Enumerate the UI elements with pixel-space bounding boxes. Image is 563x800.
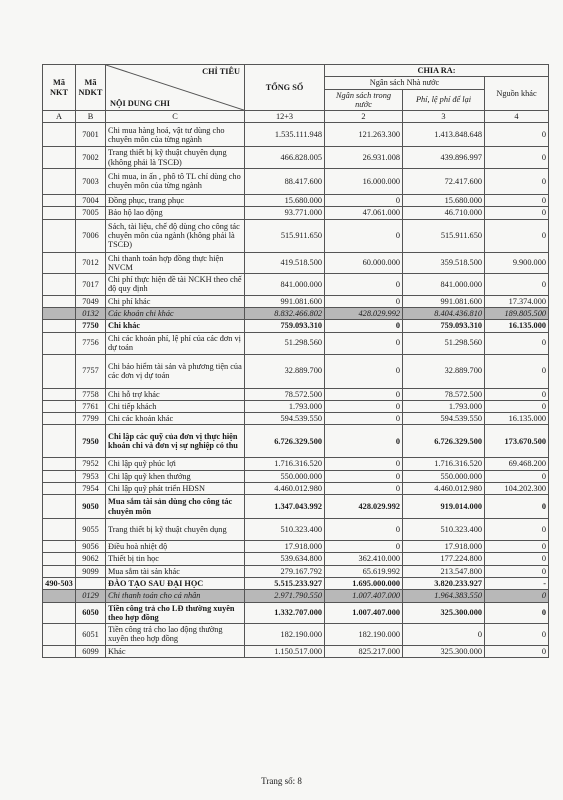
noi-dung-cell: Các khoản chi khác <box>106 307 245 319</box>
tong-so-cell: 6.726.329.500 <box>245 425 325 458</box>
phi-le-phi-cell: 325.300.000 <box>403 602 485 624</box>
phi-le-phi-cell: 3.820.233.927 <box>403 578 485 590</box>
table-row <box>43 219 549 252</box>
tong-so-cell: 1.347.043.992 <box>245 495 325 519</box>
nguon-khac-cell: 0 <box>485 645 549 657</box>
ngan-sach-cell: 0 <box>325 295 403 307</box>
phi-le-phi-cell: 4.460.012.980 <box>403 482 485 494</box>
table-body <box>43 123 549 658</box>
noi-dung-cell: Sách, tài liệu, chế độ dùng cho công tác chuyên môn của ngành (không phải là TSCĐ) <box>106 219 245 252</box>
phi-le-phi-cell: 594.539.550 <box>403 413 485 425</box>
nguon-khac-header: Nguồn khác <box>485 77 549 111</box>
table-row <box>43 541 549 553</box>
tong-so-cell: 88.417.600 <box>245 168 325 194</box>
phi-le-phi-cell: 1.716.316.520 <box>403 458 485 470</box>
ma-ndkt-cell: 7953 <box>76 470 106 482</box>
ma-nkt-cell <box>43 541 76 553</box>
nguon-khac-cell: 0 <box>485 553 549 565</box>
nguon-khac-cell: 0 <box>485 470 549 482</box>
nguon-khac-cell: 0 <box>485 565 549 577</box>
noi-dung-cell: Chi lập quỹ phúc lợi <box>106 458 245 470</box>
tong-so-cell: 515.911.650 <box>245 219 325 252</box>
tong-so-cell: 93.771.000 <box>245 207 325 219</box>
table-row <box>43 553 549 565</box>
page-number: Trang số: 8 <box>261 776 302 786</box>
phi-le-phi-cell: 17.918.000 <box>403 541 485 553</box>
ngan-sach-cell: 825.217.000 <box>325 645 403 657</box>
ma-nkt-cell <box>43 482 76 494</box>
noi-dung-cell: Chi các khoản khác <box>106 413 245 425</box>
ngan-sach-cell: 0 <box>325 519 403 541</box>
noi-dung-cell: Mua sắm tài sản dùng cho công tác chuyên môn <box>106 495 245 519</box>
phi-le-phi-cell: 51.298.560 <box>403 332 485 354</box>
phi-le-phi-cell: 72.417.600 <box>403 168 485 194</box>
phi-le-phi-cell: 46.710.000 <box>403 207 485 219</box>
phi-le-phi-cell: 78.572.500 <box>403 388 485 400</box>
table-row <box>43 123 549 147</box>
ma-ndkt-cell: 7954 <box>76 482 106 494</box>
ngan-sach-cell: 0 <box>325 274 403 296</box>
nguon-khac-cell: 69.468.200 <box>485 458 549 470</box>
ma-ndkt-cell: 6099 <box>76 645 106 657</box>
nguon-khac-cell: 0 <box>485 519 549 541</box>
tong-so-cell: 510.323.400 <box>245 519 325 541</box>
ngan-sach-cell: 182.190.000 <box>325 624 403 646</box>
tong-so-cell: 17.918.000 <box>245 541 325 553</box>
table-row <box>43 207 549 219</box>
phi-le-phi-cell: 759.093.310 <box>403 320 485 332</box>
ma-ndkt-cell: 7006 <box>76 219 106 252</box>
ngan-sach-cell: 362.410.000 <box>325 553 403 565</box>
ma-ndkt-cell: 9099 <box>76 565 106 577</box>
phi-le-phi-cell: 1.413.848.648 <box>403 123 485 147</box>
ngan-sach-cell: 0 <box>325 320 403 332</box>
ma-nkt-cell <box>43 590 76 602</box>
ma-ndkt-cell: 7952 <box>76 458 106 470</box>
ma-nkt-cell <box>43 645 76 657</box>
nguon-khac-cell: 16.135.000 <box>485 320 549 332</box>
tong-so-cell: 15.680.000 <box>245 194 325 206</box>
tong-so-cell: 32.889.700 <box>245 354 325 388</box>
phi-le-phi-cell: 841.000.000 <box>403 274 485 296</box>
table-row <box>43 295 549 307</box>
ngan-sach-cell: 0 <box>325 482 403 494</box>
ma-ndkt-cell: 7758 <box>76 388 106 400</box>
noi-dung-cell: Tiền công trả cho lao động thường xuyên theo hợp đồng <box>106 624 245 646</box>
tong-so-cell: 991.081.600 <box>245 295 325 307</box>
phi-le-phi-cell: 439.896.997 <box>403 147 485 169</box>
ma-ndkt-cell: 7756 <box>76 332 106 354</box>
noi-dung-cell: Tiền công trả cho LĐ thường xuyên theo hợp đồng <box>106 602 245 624</box>
table-row <box>43 388 549 400</box>
nguon-khac-cell: 0 <box>485 147 549 169</box>
phi-le-phi-cell: 550.000.000 <box>403 470 485 482</box>
code-cell: B <box>76 111 106 123</box>
tong-so-cell: 550.000.000 <box>245 470 325 482</box>
ma-ndkt-cell: 7799 <box>76 413 106 425</box>
ma-ndkt-cell: 7017 <box>76 274 106 296</box>
ngan-sach-cell: 0 <box>325 400 403 412</box>
ma-ndkt-cell: 7012 <box>76 252 106 274</box>
ma-ndkt-cell <box>76 578 106 590</box>
ma-nkt-header: Mã NKT <box>43 65 76 111</box>
tong-so-cell: 4.460.012.980 <box>245 482 325 494</box>
ngan-sach-cell: 65.619.992 <box>325 565 403 577</box>
phi-le-phi-cell: 32.889.700 <box>403 354 485 388</box>
tong-so-cell: 279.167.792 <box>245 565 325 577</box>
table-row <box>43 274 549 296</box>
nguon-khac-cell: - <box>485 578 549 590</box>
tong-so-header: TỔNG SỐ <box>245 65 325 111</box>
nguon-khac-cell: 0 <box>485 123 549 147</box>
nguon-khac-cell: 0 <box>485 274 549 296</box>
code-cell: A <box>43 111 76 123</box>
noi-dung-cell: ĐÀO TẠO SAU ĐẠI HỌC <box>106 578 245 590</box>
nguon-khac-cell: 0 <box>485 590 549 602</box>
nguon-khac-cell: 0 <box>485 219 549 252</box>
noi-dung-cell: Chi lập quỹ khen thưởng <box>106 470 245 482</box>
ngan-sach-cell: 0 <box>325 219 403 252</box>
phi-le-phi-cell: 213.547.800 <box>403 565 485 577</box>
noi-dung-cell: Đồng phục, trang phục <box>106 194 245 206</box>
table-row <box>43 458 549 470</box>
tong-so-cell: 182.190.000 <box>245 624 325 646</box>
nguon-khac-cell: 0 <box>485 332 549 354</box>
ma-ndkt-cell: 7004 <box>76 194 106 206</box>
nguon-khac-cell: 0 <box>485 354 549 388</box>
ma-nkt-cell <box>43 425 76 458</box>
nguon-khac-cell: 17.374.000 <box>485 295 549 307</box>
ngan-sach-trong-nuoc-header: Ngân sách trong nước <box>325 89 403 111</box>
ma-ndkt-cell: 7049 <box>76 295 106 307</box>
ma-nkt-cell <box>43 458 76 470</box>
ma-ndkt-cell: 9050 <box>76 495 106 519</box>
table-row <box>43 332 549 354</box>
tong-so-cell: 1.332.707.000 <box>245 602 325 624</box>
table-row <box>43 354 549 388</box>
ngan-sach-cell: 0 <box>325 470 403 482</box>
table-row <box>43 519 549 541</box>
ma-nkt-cell <box>43 388 76 400</box>
table-row <box>43 578 549 590</box>
phi-le-phi-cell: 8.404.436.810 <box>403 307 485 319</box>
noi-dung-cell: Chi lập các quỹ của đơn vị thực hiện khoán chi và đơn vị sự nghiệp có thu <box>106 425 245 458</box>
ma-ndkt-header: Mã NDKT <box>76 65 106 111</box>
table-row <box>43 590 549 602</box>
ma-nkt-cell <box>43 400 76 412</box>
ma-ndkt-cell: 7950 <box>76 425 106 458</box>
phi-le-phi-cell: 991.081.600 <box>403 295 485 307</box>
nguon-khac-cell: 0 <box>485 168 549 194</box>
tong-so-cell: 1.793.000 <box>245 400 325 412</box>
table-row <box>43 470 549 482</box>
table-row <box>43 194 549 206</box>
phi-le-phi-cell: 510.323.400 <box>403 519 485 541</box>
ngan-sach-cell: 1.007.407.000 <box>325 590 403 602</box>
noi-dung-cell: Chi hỗ trợ khác <box>106 388 245 400</box>
ma-ndkt-cell: 7002 <box>76 147 106 169</box>
ngan-sach-cell: 26.931.008 <box>325 147 403 169</box>
table-row <box>43 645 549 657</box>
ma-nkt-cell <box>43 219 76 252</box>
ma-nkt-cell <box>43 320 76 332</box>
table-row <box>43 624 549 646</box>
tong-so-cell: 466.828.005 <box>245 147 325 169</box>
ma-nkt-cell <box>43 354 76 388</box>
ma-nkt-cell <box>43 332 76 354</box>
ngan-sach-cell: 0 <box>325 354 403 388</box>
chi-tieu-label: CHỈ TIÊU <box>202 67 240 76</box>
nguon-khac-cell: 0 <box>485 602 549 624</box>
noi-dung-cell: Chi mua hàng hoá, vật tư dùng cho chuyên môn của từng ngành <box>106 123 245 147</box>
ngan-sach-cell: 0 <box>325 425 403 458</box>
noi-dung-cell: Chi thanh toán hợp đồng thực hiện NVCM <box>106 252 245 274</box>
table-row <box>43 495 549 519</box>
noi-dung-cell: Chi mua, in ấn , phô tô TL chỉ dùng cho chuyên môn của từng ngành <box>106 168 245 194</box>
tong-so-cell: 8.832.466.802 <box>245 307 325 319</box>
ma-nkt-cell <box>43 470 76 482</box>
ngan-sach-cell: 0 <box>325 332 403 354</box>
phi-le-phi-cell: 1.793.000 <box>403 400 485 412</box>
ma-nkt-cell <box>43 168 76 194</box>
ngan-sach-nha-nuoc-header: Ngân sách Nhà nước <box>325 77 485 89</box>
ma-ndkt-cell: 0132 <box>76 307 106 319</box>
ma-nkt-cell <box>43 519 76 541</box>
ma-nkt-cell <box>43 274 76 296</box>
noi-dung-cell: Trang thiết bị kỹ thuật chuyên dụng <box>106 519 245 541</box>
phi-le-phi-header: Phí, lệ phí để lại <box>403 89 485 111</box>
table-row <box>43 400 549 412</box>
table-row <box>43 252 549 274</box>
tong-so-cell: 2.971.790.550 <box>245 590 325 602</box>
phi-le-phi-cell: 0 <box>403 624 485 646</box>
ma-nkt-cell <box>43 602 76 624</box>
phi-le-phi-cell: 15.680.000 <box>403 194 485 206</box>
noi-dung-cell: Chi bảo hiểm tài sản và phương tiện của các đơn vị dự toán <box>106 354 245 388</box>
ngan-sach-cell: 0 <box>325 413 403 425</box>
table-row <box>43 565 549 577</box>
ma-ndkt-cell: 9062 <box>76 553 106 565</box>
phi-le-phi-cell: 177.224.800 <box>403 553 485 565</box>
noi-dung-cell: Chi khác <box>106 320 245 332</box>
ngan-sach-cell: 60.000.000 <box>325 252 403 274</box>
nguon-khac-cell: 0 <box>485 388 549 400</box>
ma-nkt-cell <box>43 495 76 519</box>
table-row <box>43 602 549 624</box>
ngan-sach-cell: 0 <box>325 541 403 553</box>
phi-le-phi-cell: 919.014.000 <box>403 495 485 519</box>
ngan-sach-cell: 16.000.000 <box>325 168 403 194</box>
ngan-sach-cell: 0 <box>325 458 403 470</box>
budget-table <box>42 64 549 658</box>
nguon-khac-cell: 16.135.000 <box>485 413 549 425</box>
table-row <box>43 482 549 494</box>
noi-dung-cell: Thiết bị tin học <box>106 553 245 565</box>
ngan-sach-cell: 0 <box>325 388 403 400</box>
ma-ndkt-cell: 9056 <box>76 541 106 553</box>
ma-nkt-cell <box>43 207 76 219</box>
table-row <box>43 425 549 458</box>
tong-so-cell: 1.150.517.000 <box>245 645 325 657</box>
ma-ndkt-cell: 0129 <box>76 590 106 602</box>
ma-nkt-cell <box>43 413 76 425</box>
nguon-khac-cell: 0 <box>485 624 549 646</box>
ngan-sach-cell: 121.263.300 <box>325 123 403 147</box>
ma-ndkt-cell: 9055 <box>76 519 106 541</box>
ma-nkt-cell <box>43 194 76 206</box>
nguon-khac-cell: 0 <box>485 541 549 553</box>
tong-so-cell: 1.535.111.948 <box>245 123 325 147</box>
ngan-sach-cell: 1.695.000.000 <box>325 578 403 590</box>
ma-ndkt-cell: 7761 <box>76 400 106 412</box>
ngan-sach-cell: 47.061.000 <box>325 207 403 219</box>
ma-ndkt-cell: 6050 <box>76 602 106 624</box>
tong-so-cell: 419.518.500 <box>245 252 325 274</box>
table-row <box>43 320 549 332</box>
tong-so-cell: 1.716.316.520 <box>245 458 325 470</box>
noi-dung-cell: Điều hoà nhiệt độ <box>106 541 245 553</box>
code-cell: 3 <box>403 111 485 123</box>
ngan-sach-cell: 428.029.992 <box>325 307 403 319</box>
tong-so-cell: 594.539.550 <box>245 413 325 425</box>
code-cell: 2 <box>325 111 403 123</box>
nguon-khac-cell: 104.202.300 <box>485 482 549 494</box>
noi-dung-cell: Khác <box>106 645 245 657</box>
tong-so-cell: 78.572.500 <box>245 388 325 400</box>
nguon-khac-cell: 0 <box>485 194 549 206</box>
chia-ra-header: CHIA RA: <box>325 65 549 77</box>
code-cell: 12+3 <box>245 111 325 123</box>
ma-ndkt-cell: 7757 <box>76 354 106 388</box>
phi-le-phi-cell: 1.964.383.550 <box>403 590 485 602</box>
code-cell: 4 <box>485 111 549 123</box>
ma-nkt-cell <box>43 295 76 307</box>
ma-nkt-cell: 490-503 <box>43 578 76 590</box>
table-row <box>43 413 549 425</box>
noi-dung-cell: Chi phí thực hiện đề tài NCKH theo chế độ quy định <box>106 274 245 296</box>
noi-dung-cell: Chi tiếp khách <box>106 400 245 412</box>
noi-dung-cell: Chi lập quỹ phát triển HĐSN <box>106 482 245 494</box>
nguon-khac-cell: 0 <box>485 207 549 219</box>
nguon-khac-cell: 0 <box>485 400 549 412</box>
noi-dung-cell: Chi thanh toán cho cá nhân <box>106 590 245 602</box>
nguon-khac-cell: 189.805.500 <box>485 307 549 319</box>
noi-dung-cell: Chi các khoản phí, lệ phí của các đơn vị dự toán <box>106 332 245 354</box>
ngan-sach-cell: 0 <box>325 194 403 206</box>
code-row <box>43 111 549 123</box>
ma-nkt-cell <box>43 123 76 147</box>
ma-ndkt-cell: 6051 <box>76 624 106 646</box>
table-row <box>43 307 549 319</box>
table-row <box>43 147 549 169</box>
ma-ndkt-cell: 7001 <box>76 123 106 147</box>
ma-ndkt-cell: 7003 <box>76 168 106 194</box>
code-cell: C <box>106 111 245 123</box>
nguon-khac-cell: 9.900.000 <box>485 252 549 274</box>
phi-le-phi-cell: 359.518.500 <box>403 252 485 274</box>
noi-dung-cell: Bảo hộ lao động <box>106 207 245 219</box>
ma-nkt-cell <box>43 307 76 319</box>
ma-nkt-cell <box>43 565 76 577</box>
phi-le-phi-cell: 515.911.650 <box>403 219 485 252</box>
noi-dung-chi-label: NỘI DUNG CHI <box>110 98 170 108</box>
nguon-khac-cell: 0 <box>485 495 549 519</box>
ma-ndkt-cell: 7750 <box>76 320 106 332</box>
tong-so-cell: 539.634.800 <box>245 553 325 565</box>
phi-le-phi-cell: 6.726.329.500 <box>403 425 485 458</box>
ma-nkt-cell <box>43 624 76 646</box>
header-row-1 <box>43 65 549 77</box>
ma-nkt-cell <box>43 553 76 565</box>
noi-dung-cell: Mua sắm tài sản khác <box>106 565 245 577</box>
tong-so-cell: 51.298.560 <box>245 332 325 354</box>
ngan-sach-cell: 1.007.407.000 <box>325 602 403 624</box>
nguon-khac-cell: 173.670.500 <box>485 425 549 458</box>
ma-nkt-cell <box>43 252 76 274</box>
table-row <box>43 168 549 194</box>
noi-dung-cell: Chi phí khác <box>106 295 245 307</box>
tong-so-cell: 5.515.233.927 <box>245 578 325 590</box>
ma-nkt-cell <box>43 147 76 169</box>
noi-dung-cell: Trang thiết bị kỹ thuật chuyên dụng (không phải là TSCĐ) <box>106 147 245 169</box>
tong-so-cell: 759.093.310 <box>245 320 325 332</box>
ma-ndkt-cell: 7005 <box>76 207 106 219</box>
chi-tieu-header <box>106 65 245 111</box>
phi-le-phi-cell: 325.300.000 <box>403 645 485 657</box>
tong-so-cell: 841.000.000 <box>245 274 325 296</box>
ngan-sach-cell: 428.029.992 <box>325 495 403 519</box>
